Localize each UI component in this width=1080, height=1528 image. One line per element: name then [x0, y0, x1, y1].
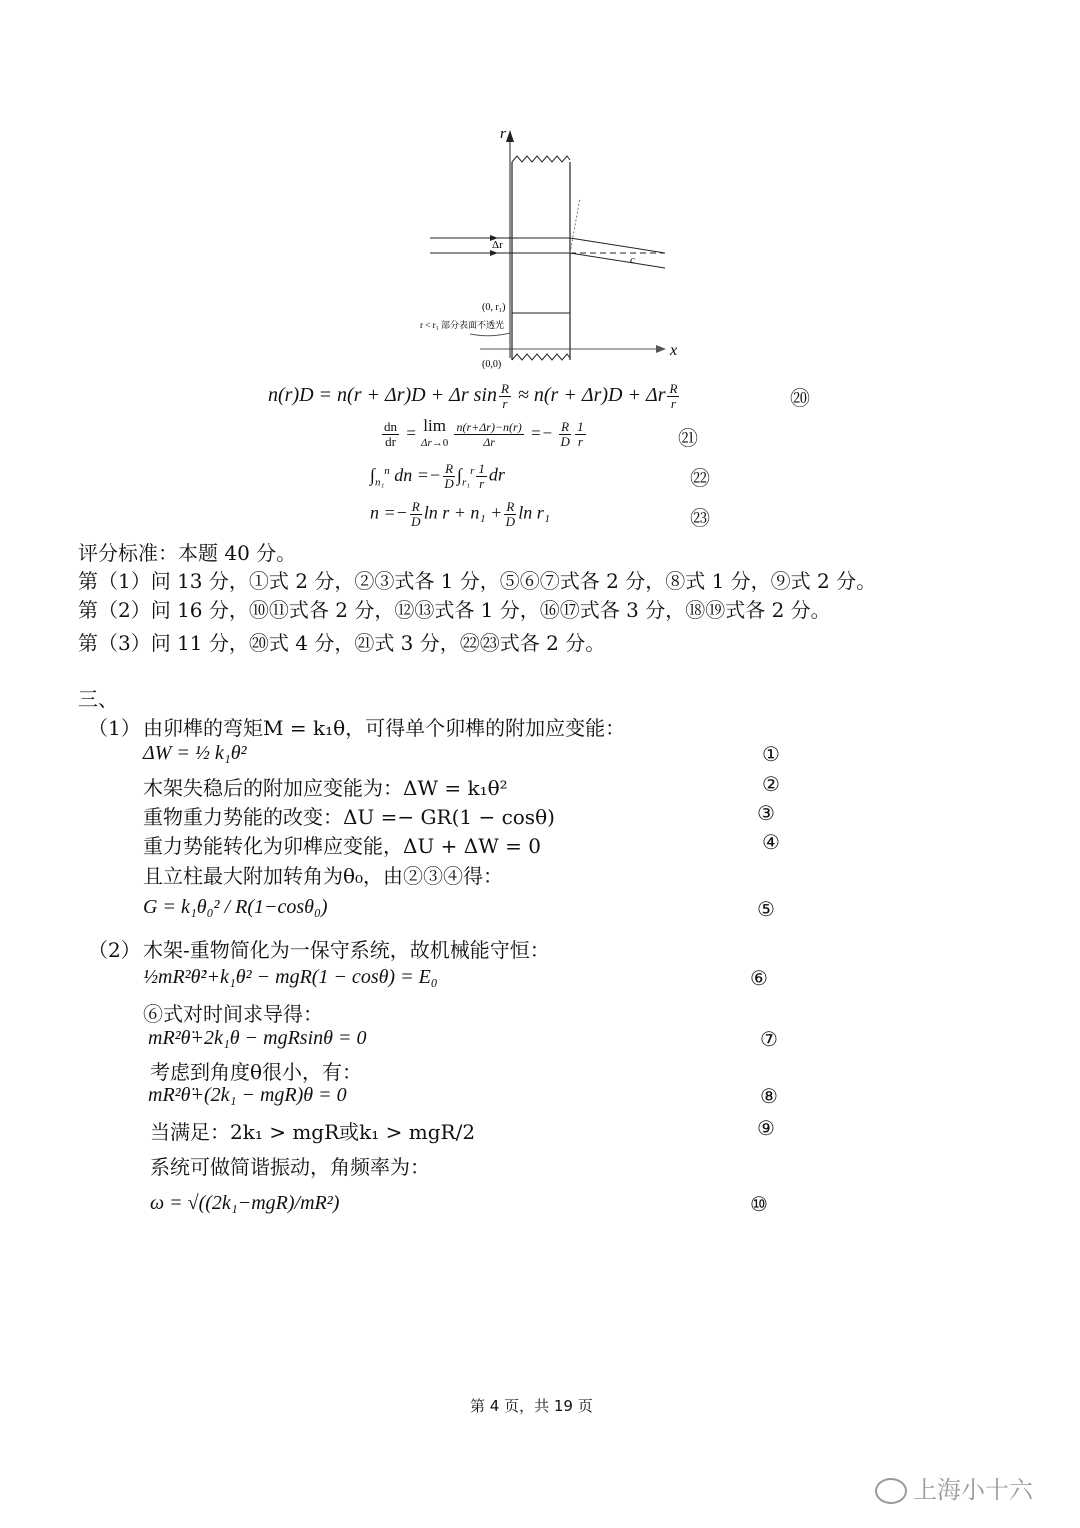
q2-step-2: ⑥式对时间求导得： — [143, 1002, 323, 1026]
optics-figure — [420, 120, 680, 375]
q1-step-6: G = k₁θ₀² / R(1−cosθ₀) — [143, 896, 328, 918]
q1-step-4: 重力势能转化为卯榫应变能，ΔU + ΔW = 0 — [143, 834, 541, 858]
q1-step-3: 重物重力势能的改变：ΔU =− GR(1 − cosθ) — [143, 805, 555, 829]
angle-c-label: c — [630, 254, 635, 266]
delta-r-label: Δr — [492, 239, 503, 251]
scoring-line-1: 第（1）问 13 分，①式 2 分，②③式各 1 分，⑤⑥⑦式各 2 分，⑧式 1 分，⑨式 2 分。 — [78, 569, 877, 593]
eq-20-mark: ⑳ — [790, 386, 810, 410]
q2-step-1: ½mR²θ̇²+k₁θ² − mgR(1 − cosθ) = E₀ — [143, 966, 438, 988]
q1-mark-2: ② — [762, 772, 780, 796]
opaque-note: r < r₁ 部分表面不透光 — [420, 320, 504, 330]
eq-23-mark: ㉓ — [690, 506, 710, 530]
q2-mark-6: ⑥ — [750, 966, 768, 990]
q1-step-2: 木架失稳后的附加应变能为：ΔW = k₁θ² — [143, 776, 508, 800]
section-heading: 三、 — [78, 687, 118, 711]
page-footer: 第 4 页，共 19 页 — [470, 1397, 593, 1415]
q1-step-5: 且立柱最大附加转角为θ₀，由②③④得： — [143, 864, 504, 888]
point-r1-label: (0, r₁) — [482, 302, 506, 313]
axis-r-label: r — [500, 126, 506, 142]
watermark — [875, 1470, 1033, 1505]
q2-step-8: ω = √((2k₁−mgR)/mR²) — [150, 1192, 340, 1214]
origin-label: (0,0) — [482, 359, 502, 370]
q2-mark-10: ⑩ — [750, 1192, 768, 1216]
q1-step-1: ΔW = ½ k₁θ² — [143, 742, 247, 764]
scoring-title: 评分标准：本题 40 分。 — [78, 541, 297, 565]
q1-mark-3: ③ — [757, 801, 775, 825]
q1-mark-4: ④ — [762, 830, 780, 854]
eq-21: $\frac{dn}{dr}$ = lim Δr→0 $\frac{n(r+\Delta r)-n(r)}{\Delta r}$ =− $\frac{R}{D}$ $\frac{1}{r}$ — [384, 416, 584, 449]
eq-21-mark: ㉑ — [678, 426, 698, 450]
q2-intro: 木架-重物简化为一保守系统，故机械能守恒： — [143, 938, 550, 962]
eq-22: $\int_{n_1}^n$ dn =− $\frac{R}{D}$ $\int_{r_1}^r$ $\frac{1}{r}$ dr — [370, 461, 505, 491]
watermark-text: 上海小十六 — [913, 1476, 1033, 1504]
q2-step-3: mR²θ̈+2k₁θ − mgRsinθ = 0 — [148, 1027, 367, 1049]
eq-22-mark: ㉒ — [690, 466, 710, 490]
q2-step-6: 当满足：2k₁ > mgR或k₁ > mgR/2 — [150, 1120, 476, 1144]
q2-step-7: 系统可做简谐振动，角频率为： — [150, 1155, 430, 1179]
q2-step-5: mR²θ̈+(2k₁ − mgR)θ = 0 — [148, 1084, 347, 1106]
scoring-line-2: 第（2）问 16 分，⑩⑪式各 2 分，⑫⑬式各 1 分，⑯⑰式各 3 分，⑱⑲式各 2 分。 — [78, 598, 831, 622]
axis-x-label: x — [670, 342, 678, 359]
q2-mark-8: ⑧ — [760, 1084, 778, 1108]
q2-mark-9: ⑨ — [757, 1116, 775, 1140]
eq-20: n(r)D = n(r + Δr)D + Δr sin $\frac{R}{r}$ ≈ n(r + Δr)D + Δr $\frac{R}{r}$ — [268, 381, 678, 411]
q2-step-4: 考虑到角度θ很小，有： — [150, 1060, 363, 1084]
q1-label: （1） — [88, 716, 141, 740]
q2-mark-7: ⑦ — [760, 1027, 778, 1051]
scoring-line-3: 第（3）问 11 分，⑳式 4 分，㉑式 3 分，㉒㉓式各 2 分。 — [78, 631, 606, 655]
eq-23: n =− $\frac{R}{D}$ ln r + n₁ + $\frac{R}{D}$ ln r₁ — [370, 499, 551, 529]
wechat-icon — [875, 1478, 907, 1504]
q1-mark-1: ① — [762, 742, 780, 766]
q2-label: （2） — [88, 938, 141, 962]
q1-intro: 由卯榫的弯矩M = k₁θ，可得单个卯榫的附加应变能： — [143, 716, 626, 740]
q1-mark-5: ⑤ — [757, 897, 775, 921]
